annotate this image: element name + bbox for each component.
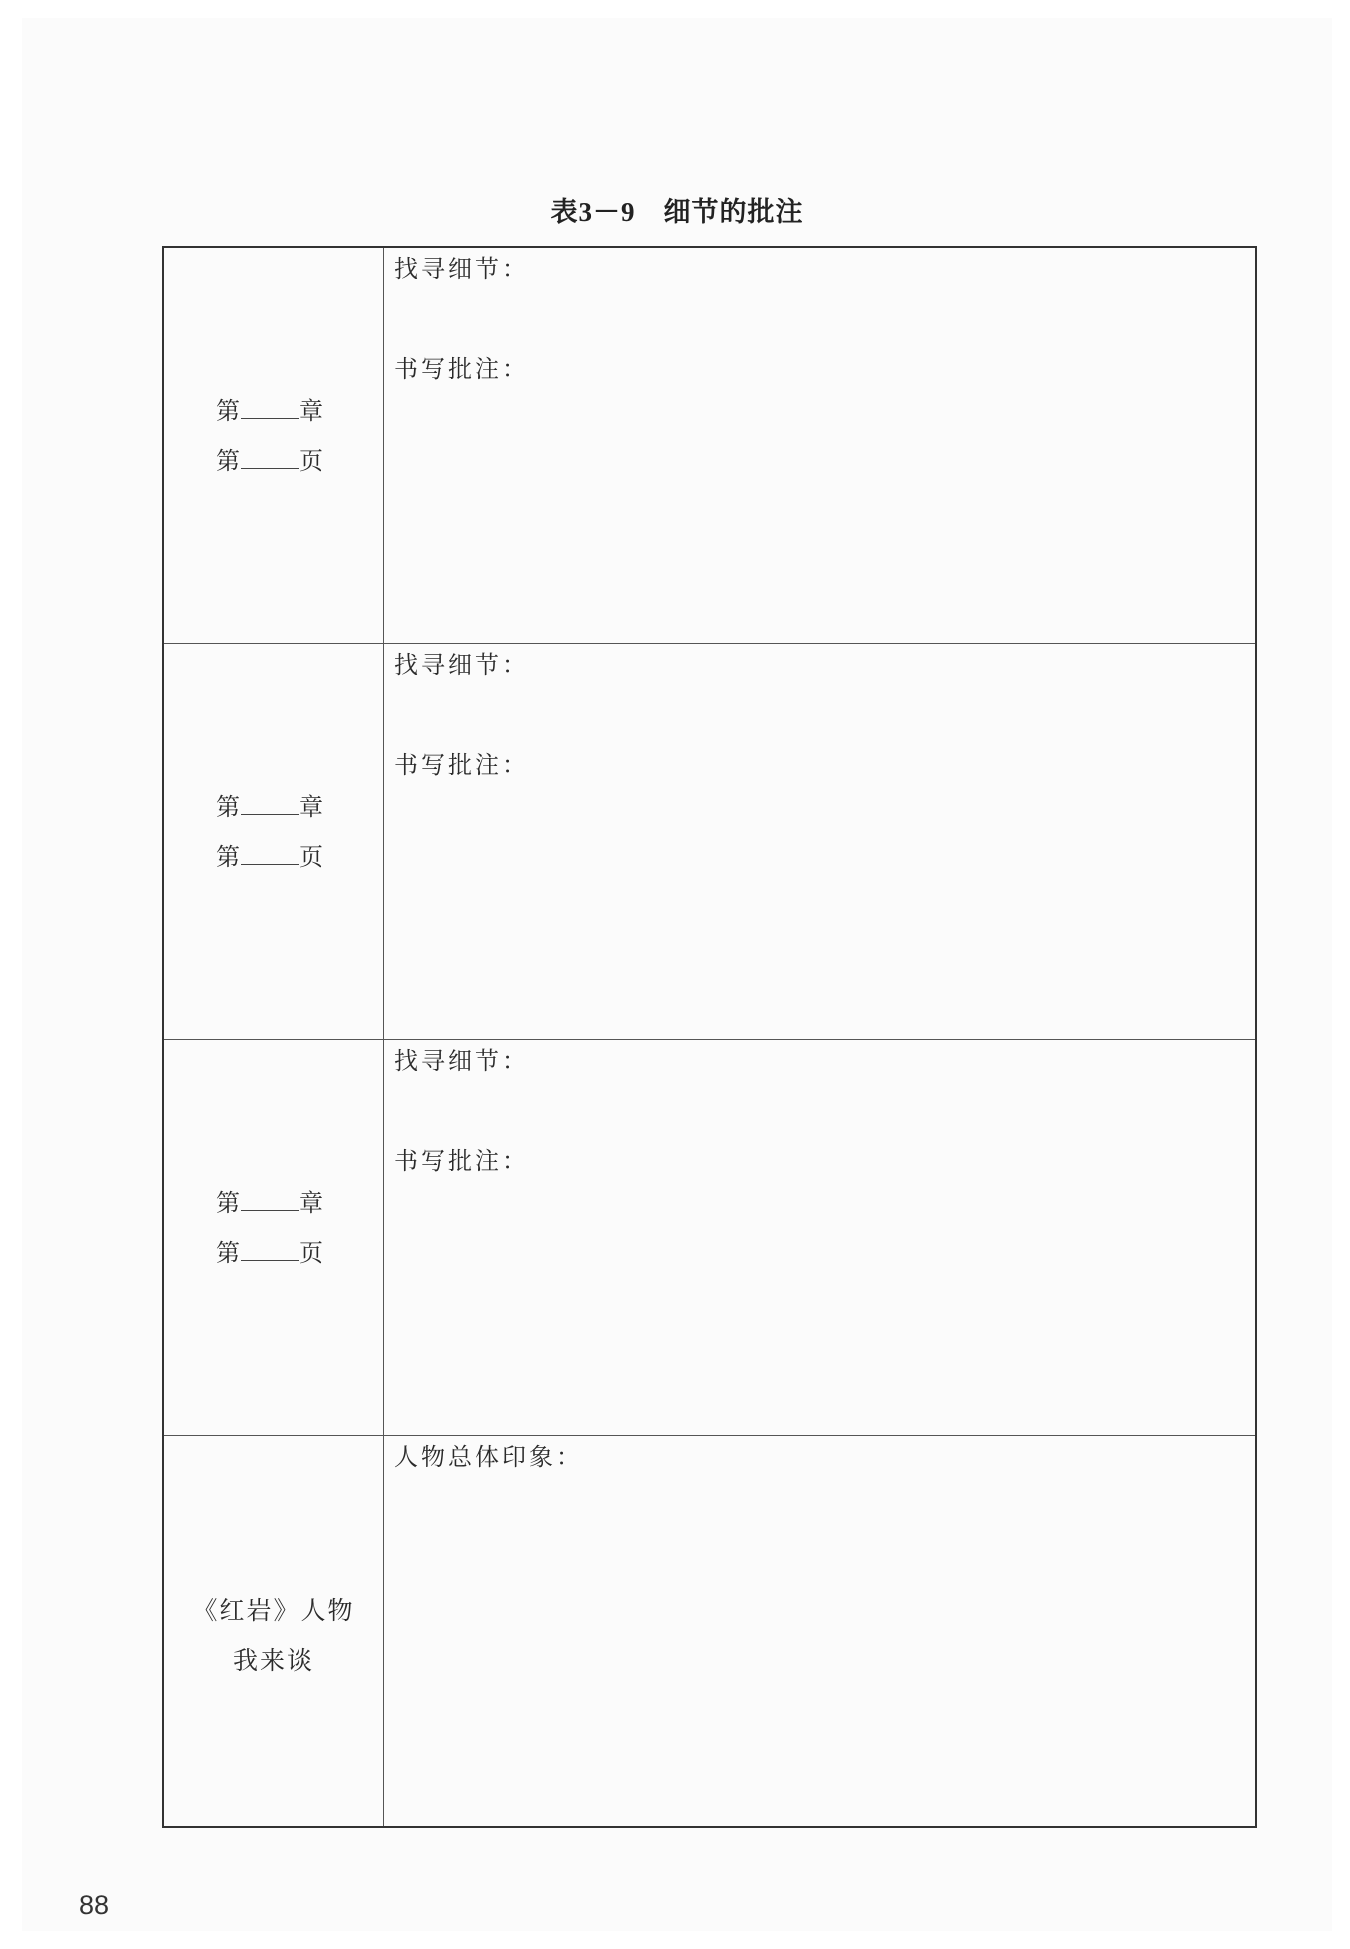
page-suffix: 页 — [299, 447, 324, 475]
summary-row — [164, 1436, 1255, 1826]
annotation-label: 书写批注： — [394, 751, 529, 779]
notes-cell[interactable] — [384, 1040, 1255, 1435]
chapter-page-cell — [164, 644, 384, 1039]
table-row — [164, 248, 1255, 644]
page-line — [216, 446, 324, 476]
impression-label: 人物总体印象： — [394, 1443, 583, 1471]
page-prefix: 第 — [216, 843, 241, 871]
chapter-blank[interactable] — [241, 796, 299, 815]
find-detail-label: 找寻细节： — [394, 651, 529, 679]
annotation-label: 书写批注： — [394, 1147, 529, 1175]
page-suffix: 页 — [299, 1239, 324, 1267]
chapter-prefix: 第 — [216, 793, 241, 821]
page-number: 88 — [79, 1890, 110, 1920]
page-suffix: 页 — [299, 843, 324, 871]
page-line — [216, 1238, 324, 1268]
summary-title-cell — [164, 1436, 384, 1826]
chapter-line — [216, 1188, 324, 1218]
chapter-suffix: 章 — [299, 397, 324, 425]
summary-title-line1: 《红岩》人物 — [192, 1596, 355, 1625]
chapter-blank[interactable] — [241, 1192, 299, 1211]
annotation-table — [162, 246, 1257, 1828]
page — [22, 18, 1332, 1931]
chapter-page-cell — [164, 1040, 384, 1435]
table-number: 表3－9 — [550, 197, 636, 227]
impression-cell[interactable] — [384, 1436, 1255, 1826]
annotation-label: 书写批注： — [394, 355, 529, 383]
table-title — [22, 190, 1332, 229]
table-row — [164, 644, 1255, 1040]
chapter-prefix: 第 — [216, 397, 241, 425]
notes-cell[interactable] — [384, 644, 1255, 1039]
notes-cell[interactable] — [384, 248, 1255, 643]
chapter-line — [216, 792, 324, 822]
page-prefix: 第 — [216, 1239, 241, 1267]
find-detail-label: 找寻细节： — [394, 255, 529, 283]
page-blank[interactable] — [241, 450, 299, 469]
chapter-page-cell — [164, 248, 384, 643]
page-blank[interactable] — [241, 1242, 299, 1261]
chapter-prefix: 第 — [216, 1189, 241, 1217]
chapter-suffix: 章 — [299, 1189, 324, 1217]
table-row — [164, 1040, 1255, 1436]
find-detail-label: 找寻细节： — [394, 1047, 529, 1075]
table-title-text: 细节的批注 — [663, 197, 804, 228]
chapter-line — [216, 396, 324, 426]
chapter-suffix: 章 — [299, 793, 324, 821]
page-blank[interactable] — [241, 846, 299, 865]
chapter-blank[interactable] — [241, 400, 299, 419]
summary-title-line2: 我来谈 — [232, 1646, 314, 1675]
page-prefix: 第 — [216, 447, 241, 475]
page-line — [216, 842, 324, 872]
